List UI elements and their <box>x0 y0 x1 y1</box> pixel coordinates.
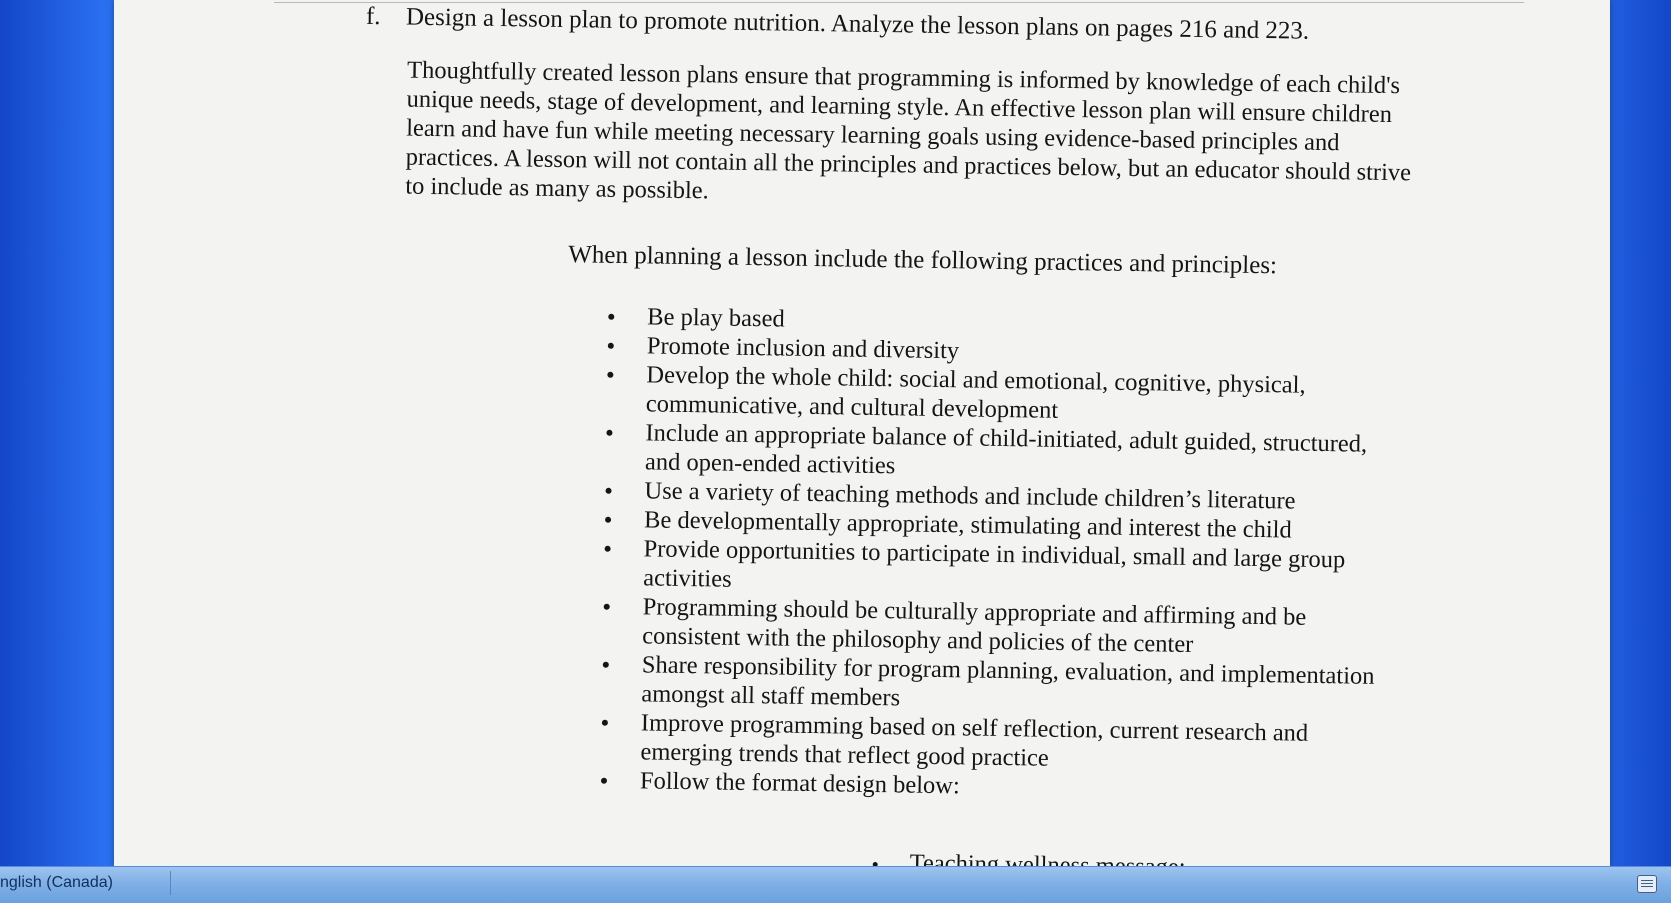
principles-list <box>598 302 1406 808</box>
question-heading <box>366 3 1310 46</box>
bullet-icon <box>604 604 610 610</box>
document-page[interactable] <box>114 0 1610 866</box>
list-item-text: Follow the format design below: <box>639 767 960 800</box>
status-separator <box>170 871 171 895</box>
question-text: Design a lesson plan to promote nutrition. Analyze the lesson plans on pages 216 and 223. <box>405 3 1310 45</box>
list-item-text: Share responsibility for program planning, evaluation, and implementation amongst all staff members <box>641 651 1375 712</box>
bullet-icon <box>605 517 611 523</box>
list-item-text: Programming should be culturally appropriate and affirming and be consistent with the philosophy and policies of the center <box>642 593 1307 658</box>
bullet-icon <box>608 343 614 349</box>
view-layout-icon[interactable] <box>1637 875 1657 893</box>
lead-sentence: When planning a lesson include the following practices and principles: <box>568 241 1278 280</box>
bullet-icon <box>605 546 611 552</box>
document-content <box>107 0 1616 878</box>
intro-paragraph: Thoughtfully created lesson plans ensure that programming is informed by knowledge of each child's unique needs, stage of development, and learning style. An effective lesson plan will ensure children learn and have fun while meeting necessary learning goals using evidence-based principles and practices. A lesson will not contain all the principles and practices below, but an educator should strive to include as many as possible. <box>405 56 1412 205</box>
list-item-text: Be developmentally appropriate, stimulating and interest the child <box>643 506 1292 544</box>
bullet-icon <box>608 314 614 320</box>
bullet-icon <box>601 778 607 784</box>
question-marker: f. <box>365 2 381 31</box>
list-item-text: Promote inclusion and diversity <box>646 332 960 365</box>
list-item-text: Be play based <box>647 303 785 333</box>
list-item-text: Use a variety of teaching methods and include children’s literature <box>644 477 1296 515</box>
bullet-icon <box>606 430 612 436</box>
list-item-text: Improve programming based on self reflection, current research and emerging trends that reflect good practice <box>640 709 1309 772</box>
bullet-icon <box>606 488 612 494</box>
list-item-text: Provide opportunities to participate in individual, small and large group activities <box>642 535 1346 593</box>
list-item-text: Include an appropriate balance of child-initiated, adult guided, structured, and open-ended activities <box>644 419 1368 480</box>
language-indicator[interactable]: nglish (Canada) <box>0 874 113 891</box>
status-bar <box>0 866 1671 903</box>
bullet-icon <box>602 720 608 726</box>
list-item-text: Develop the whole child: social and emotional, cognitive, physical, communicative, and cultural development <box>645 361 1306 424</box>
bullet-icon <box>603 662 609 668</box>
bullet-icon <box>607 372 613 378</box>
